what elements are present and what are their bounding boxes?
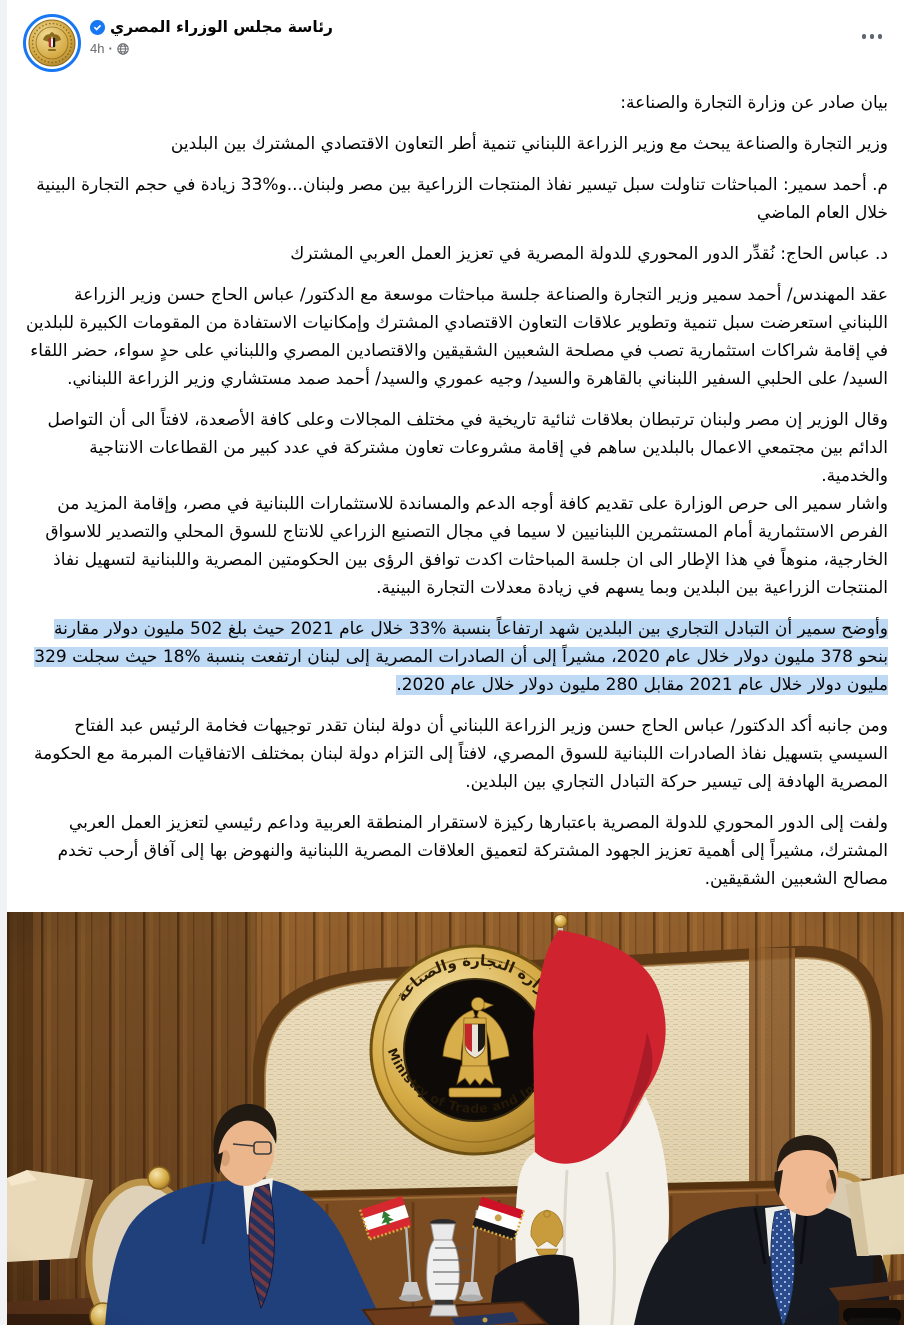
post-paragraph: عقد المهندس/ أحمد سمير وزير التجارة والصناعة جلسة مباحثات موسعة مع الدكتور/ عباس الحاج حسن وزير الزراعة اللبناني استعرضت سبل تنمية وتطوير علاقات التعاون الاقتصادي المشترك وإمكانيات الاستفادة من المقومات الكبيرة للبلدين في إقامة شراكات استثمارية تصب في مصلحة الشعبين الشقيقين والاقتصادين المصري واللبناني على حدٍ سواء، حضر اللقاء السيد/ على الحلبي السفير اللبناني بالقاهرة والسيد/ وجيه عموري والسيد/ أحمد صمد مستشاري وزير الزراعة اللبناني. [25,285,888,389]
post-paragraph [23,615,888,699]
floor-shadow [7,912,904,1325]
ellipsis-icon [862,34,867,39]
post-paragraph: ومن جانبه أكد الدكتور/ عباس الحاج حسن وزير الزراعة اللبناني أن دولة لبنان تقدر توجيهات فخامة الرئيس عبد الفتاح السيسي بتسهيل نفاذ الصادرات اللبنانية للسوق المصري، لافتاً إلى التزام دولة لبنان بمختلف الاتفاقيات المبرمة مع الحكومة المصرية الهادفة إلى تيسير حركة التبادل التجاري بين البلدين. [34,716,888,792]
post-options-button[interactable] [856,22,889,51]
post-photo[interactable] [7,912,904,1325]
post-text [7,72,904,912]
header-info [90,14,856,56]
name-row [90,17,856,37]
meeting-photo-illustration [7,912,904,1325]
post-paragraph: واشار سمير الى حرص الوزارة على تقديم كافة أوجه الدعم والمساندة للاستثمارات اللبنانية في مصر، وإقامة المزيد من الفرص الاستثمارية أمام المستثمرين اللبنانيين لا سيما في مجال التصنيع الزراعي للانتاج للسوق المحلي والتصدير للاسواق الخارجية، منوهاً في هذا الإطار الى ان جلسة المباحثات اكدت توافق الرؤى بين الحكومتين المصرية واللبنانية لتسهيل نفاذ المنتجات الزراعية بين البلدين وبما يسهم في زيادة معدلات التجارة البينية. [45,494,888,598]
post-paragraph: وزير التجارة والصناعة يبحث مع وزير الزراعة اللبناني تنمية أطر التعاون الاقتصادي المشترك بين البلدين [170,134,888,154]
verified-badge-icon [90,20,105,35]
facebook-post-card [7,0,904,1325]
post-paragraph: وقال الوزير إن مصر ولبنان ترتبطان بعلاقات ثنائية تاريخية في مختلف المجالات وعلى كافة الأصعدة، لافتاً الى أن التواصل الدائم بين مجتمعي الاعمال بالبلدين ساهم في إقامة مشروعات تعاون مشتركة في عدد كبير من القطاعات الانتاجية والخدمية. [47,410,888,486]
post-header [7,0,904,72]
meta-separator: · [108,41,113,56]
post-paragraph: م. أحمد سمير: المباحثات تناولت سبل تيسير نفاذ المنتجات الزراعية بين مصر ولبنان...و%33 زيادة في حجم التجارة البينية خلال العام الماضي [36,175,888,223]
globe-privacy-icon [117,43,129,55]
page-avatar[interactable] [23,14,81,72]
post-paragraph: د. عباس الحاج: نُقدِّر الدور المحوري للدولة المصرية في تعزيز العمل العربي المشترك [290,244,888,264]
timestamp: 4h [90,41,105,56]
post-paragraph: بيان صادر عن وزارة التجارة والصناعة: [620,93,888,113]
highlighted-text: وأوضح سمير أن التبادل التجاري بين البلدين شهد ارتفاعاً بنسبة %33 خلال عام 2021 حيث بلغ 502 مليون دولار مقارنة بنحو 378 مليون دولار خلال عام 2020، مشيراً إلى أن الصادرات المصرية إلى لبنان ارتفعت بنسبة %18 حيث سجلت 329 مليون دولار خلال عام 2021 مقابل 280 مليون دولار خلال عام 2020. [34,619,888,695]
page-name-link[interactable]: رئاسة مجلس الوزراء المصري [110,18,333,36]
post-paragraph: ولفت إلى الدور المحوري للدولة المصرية باعتبارها ركيزة لاستقرار المنطقة العربية وداعم رئيسي لتعزيز العمل العربي المشترك، مشيراً إلى أهمية تعزيز الجهود المشتركة لتعميق العلاقات المصرية اللبنانية والنهوض بها إلى آفاق أرحب تخدم مصالح الشعبين الشقيقين. [57,813,888,889]
post-meta[interactable] [90,41,856,56]
avatar-seal-icon [23,14,81,72]
